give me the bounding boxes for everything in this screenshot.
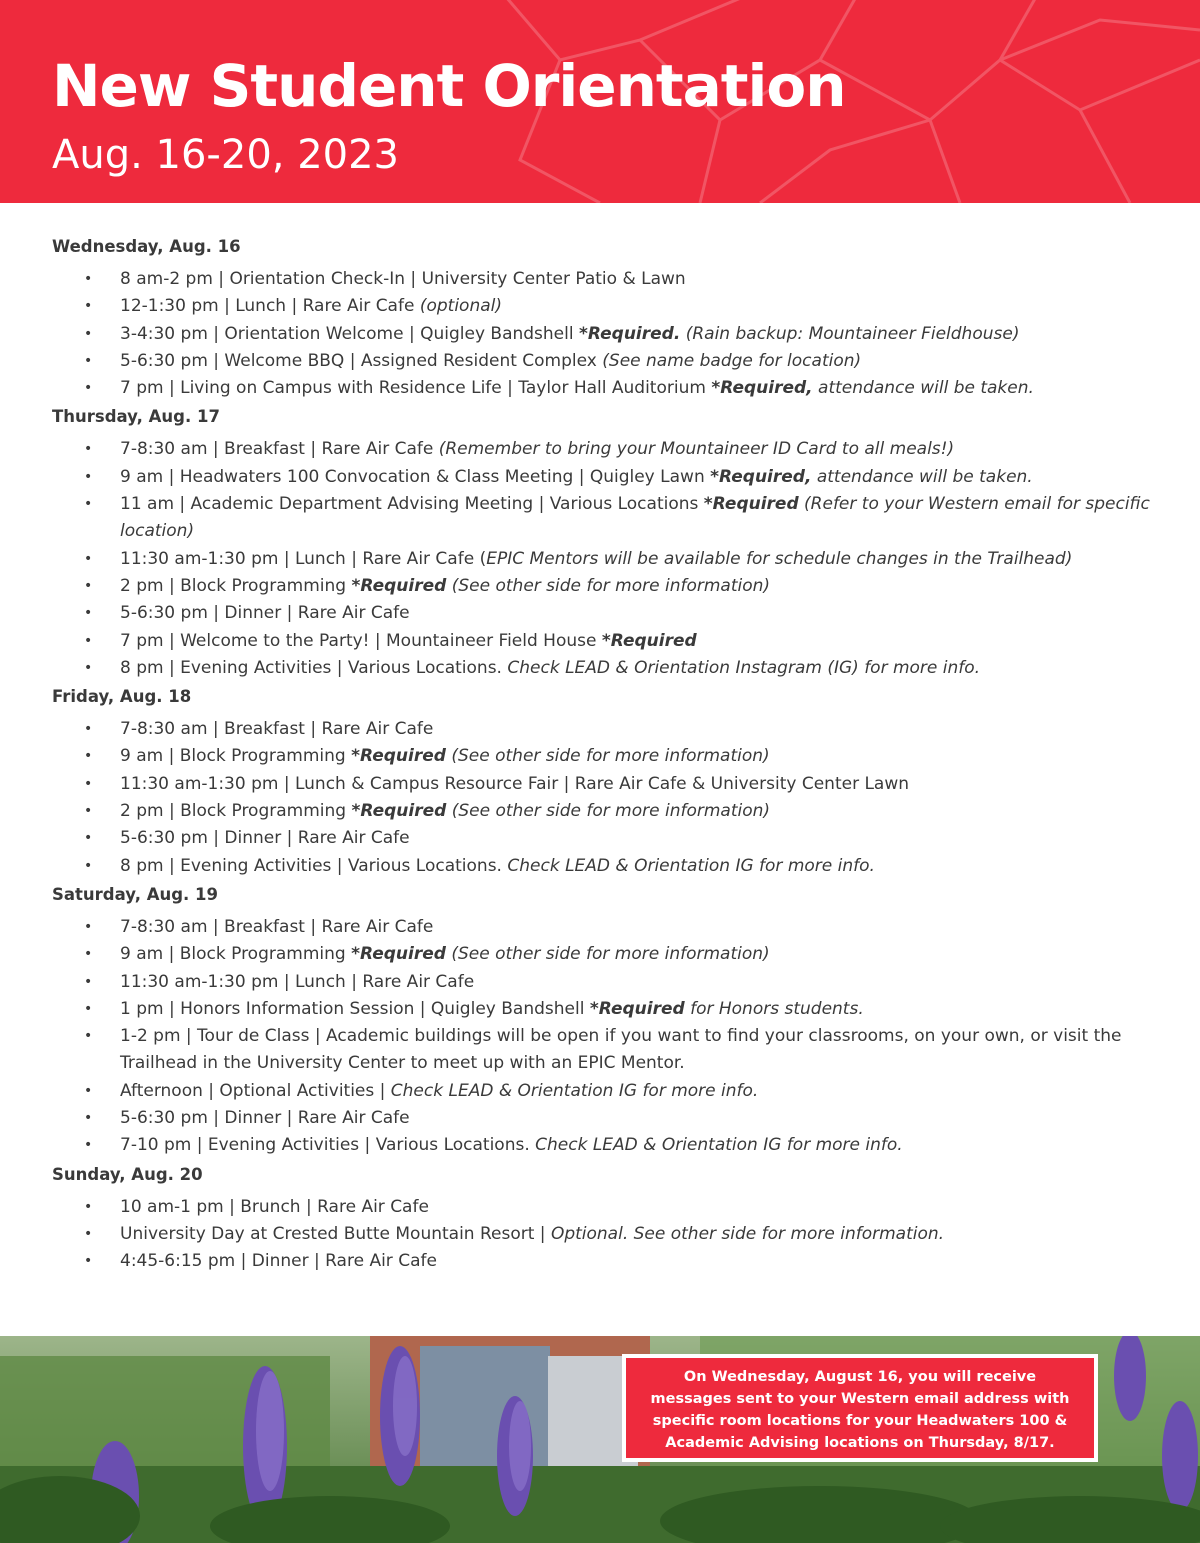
schedule-item [52, 853, 1162, 880]
item-note: Check LEAD & Orientation IG for more info. [535, 1135, 903, 1156]
schedule-item [52, 293, 1162, 320]
schedule-item [52, 1248, 1162, 1275]
schedule-list [52, 1194, 1162, 1276]
item-text: 7-8:30 am | Breakfast | Rare Air Cafe [120, 719, 434, 740]
bullet-icon: • [84, 1110, 93, 1127]
schedule-item [52, 1194, 1162, 1221]
schedule-item [52, 628, 1162, 655]
item-text: 2 pm | Block Programming [120, 575, 352, 596]
bullet-icon: • [84, 1253, 93, 1270]
bullet-icon: • [84, 748, 93, 765]
schedule-list [52, 914, 1162, 1160]
bullet-icon: • [84, 1198, 93, 1215]
schedule-item [52, 464, 1162, 491]
bullet-icon: • [84, 496, 93, 513]
item-text: 8 pm | Evening Activities | Various Locations. [120, 855, 508, 876]
item-text: 7-10 pm | Evening Activities | Various Locations. [120, 1135, 536, 1156]
schedule-item [52, 573, 1162, 600]
item-text: 10 am-1 pm | Brunch | Rare Air Cafe [120, 1196, 429, 1217]
page-title: New Student Orientation [52, 52, 846, 120]
bullet-icon: • [84, 857, 93, 874]
bullet-icon: • [84, 632, 93, 649]
schedule-item [52, 743, 1162, 770]
item-note: for Honors students. [684, 998, 864, 1019]
item-text: 8 pm | Evening Activities | Various Locations. [120, 657, 508, 678]
item-text: 3-4:30 pm | Orientation Welcome | Quigley Bandshell [120, 323, 579, 344]
item-text: 7 pm | Welcome to the Party! | Mountaineer Field House [120, 630, 602, 651]
day-heading: Thursday, Aug. 17 [52, 407, 220, 427]
day-heading: Sunday, Aug. 20 [52, 1164, 203, 1184]
item-text: 8 am-2 pm | Orientation Check-In | University Center Patio & Lawn [120, 269, 686, 289]
schedule-list [52, 716, 1162, 880]
item-text: 2 pm | Block Programming [120, 801, 352, 822]
item-text: 1-2 pm | Tour de Class | Academic buildings will be open if you want to find your classrooms, on your own, or visit the Trailhead in the University Center to meet up with an EPIC Mentor. [120, 1026, 1122, 1074]
day-section [52, 406, 1162, 682]
schedule-list [52, 436, 1162, 682]
schedule [52, 236, 1162, 1276]
day-heading: Friday, Aug. 18 [52, 687, 192, 707]
bullet-icon: • [84, 918, 93, 935]
item-note: (See other side for more information) [446, 575, 771, 596]
item-text: 5-6:30 pm | Dinner | Rare Air Cafe [120, 828, 410, 849]
item-text: Afternoon | Optional Activities | [120, 1080, 391, 1101]
schedule-item [52, 798, 1162, 825]
schedule-item [52, 600, 1162, 627]
bullet-icon: • [84, 973, 93, 990]
item-text: 7 pm | Living on Campus with Residence Life | Taylor Hall Auditorium [120, 378, 712, 399]
bullet-icon: • [84, 803, 93, 820]
schedule-item [52, 321, 1162, 348]
item-text: 7-8:30 am | Breakfast | Rare Air Cafe [120, 916, 434, 937]
bullet-icon: • [84, 1137, 93, 1154]
schedule-item [52, 491, 1162, 546]
schedule-item [52, 436, 1162, 463]
bullet-icon: • [84, 1028, 93, 1045]
schedule-item [52, 969, 1162, 996]
bullet-icon: • [84, 271, 93, 287]
bullet-icon: • [84, 352, 93, 369]
schedule-item [52, 914, 1162, 941]
required-note: *Required [703, 494, 799, 515]
required-note: *Required [351, 746, 446, 767]
email-notice-box: On Wednesday, August 16, you will receive messages sent to your Western email address with specific room locations for your Headwaters 100 & Academic Advising locations on Thursday, 8/17. [622, 1354, 1098, 1462]
day-section [52, 1164, 1162, 1276]
item-text: 12-1:30 pm | Lunch | Rare Air Cafe [120, 296, 420, 317]
item-text: 11:30 am-1:30 pm | Lunch & Campus Resource Fair | Rare Air Cafe & University Center Lawn [120, 773, 910, 794]
schedule-list [52, 266, 1162, 402]
item-note: Check LEAD & Orientation Instagram (IG) for more info. [507, 657, 981, 678]
schedule-item [52, 941, 1162, 968]
item-text: University Day at Crested Butte Mountain Resort | [120, 1223, 551, 1244]
schedule-item [52, 716, 1162, 743]
required-note: *Required, [711, 378, 813, 399]
day-section [52, 236, 1162, 402]
item-text: 5-6:30 pm | Welcome BBQ | Assigned Resident Complex [120, 350, 603, 371]
bullet-icon: • [84, 577, 93, 594]
bullet-icon: • [84, 830, 93, 847]
item-text: 4:45-6:15 pm | Dinner | Rare Air Cafe [120, 1251, 437, 1272]
item-text: 5-6:30 pm | Dinner | Rare Air Cafe [120, 603, 410, 624]
schedule-item [52, 348, 1162, 375]
bullet-icon: • [84, 325, 93, 342]
day-heading: Saturday, Aug. 19 [52, 884, 219, 904]
item-text: 9 am | Headwaters 100 Convocation & Class Meeting | Quigley Lawn [120, 466, 711, 487]
schedule-item [52, 1132, 1162, 1159]
schedule-item [52, 546, 1162, 573]
schedule-item [52, 655, 1162, 682]
item-note: Check LEAD & Orientation IG for more info. [390, 1080, 759, 1101]
required-note: *Required [589, 998, 685, 1019]
item-text: 11:30 am-1:30 pm | Lunch | Rare Air Cafe [120, 971, 475, 992]
item-note: Check LEAD & Orientation IG for more info. [507, 855, 875, 876]
schedule-item [52, 771, 1162, 798]
required-note: *Required. [579, 323, 681, 344]
item-note: (optional) [419, 296, 502, 317]
item-note: (See name badge for location) [602, 350, 862, 371]
day-section [52, 686, 1162, 880]
item-note: (Remember to bring your Mountaineer ID Card to all meals!) [438, 439, 955, 460]
schedule-item [52, 266, 1162, 293]
item-text: 11 am | Academic Department Advising Meeting | Various Locations [120, 494, 704, 515]
item-note: attendance will be taken. [811, 466, 1033, 487]
required-note: *Required, [710, 466, 812, 487]
item-text: 11:30 am-1:30 pm | Lunch | Rare Air Cafe ( [120, 548, 487, 569]
bullet-icon: • [84, 946, 93, 963]
bullet-icon: • [84, 659, 93, 676]
item-note: attendance will be taken. [812, 378, 1034, 399]
schedule-item [52, 1105, 1162, 1132]
schedule-item [52, 825, 1162, 852]
schedule-item [52, 1023, 1162, 1078]
bullet-icon: • [84, 721, 93, 738]
item-text: 1 pm | Honors Information Session | Quigley Bandshell [120, 998, 590, 1019]
item-note: EPIC Mentors will be available for schedule changes in the Trailhead) [486, 548, 1073, 569]
bullet-icon: • [84, 380, 93, 397]
item-note: Optional. See other side for more information. [550, 1223, 945, 1244]
bullet-icon: • [84, 775, 93, 792]
item-note: (See other side for more information) [446, 801, 771, 822]
item-text: 5-6:30 pm | Dinner | Rare Air Cafe [120, 1108, 410, 1129]
event-dates: Aug. 16-20, 2023 [52, 132, 399, 178]
bullet-icon: • [84, 1000, 93, 1017]
schedule-item [52, 375, 1162, 402]
item-text: 9 am | Block Programming [120, 746, 352, 767]
item-text: 9 am | Block Programming [120, 944, 352, 965]
bullet-icon: • [84, 468, 93, 485]
schedule-item [52, 1078, 1162, 1105]
schedule-item [52, 1221, 1162, 1248]
required-note: *Required [351, 575, 447, 596]
item-text: 7-8:30 am | Breakfast | Rare Air Cafe [120, 439, 439, 460]
required-note: *Required [351, 801, 447, 822]
item-note: (Refer to your Western email for specific location) [120, 494, 1150, 542]
header-banner [0, 0, 1200, 203]
item-note: (See other side for more information) [445, 746, 770, 767]
bullet-icon: • [84, 1082, 93, 1099]
required-note: *Required [601, 630, 697, 651]
bullet-icon: • [84, 550, 93, 567]
schedule-item [52, 996, 1162, 1023]
bullet-icon: • [84, 441, 93, 458]
day-section [52, 884, 1162, 1160]
day-heading: Wednesday, Aug. 16 [52, 237, 241, 256]
item-note: (See other side for more information) [445, 944, 770, 965]
item-note: (Rain backup: Mountaineer Fieldhouse) [680, 323, 1020, 344]
bullet-icon: • [84, 605, 93, 622]
bullet-icon: • [84, 298, 93, 315]
bullet-icon: • [84, 1225, 93, 1242]
required-note: *Required [351, 944, 446, 965]
